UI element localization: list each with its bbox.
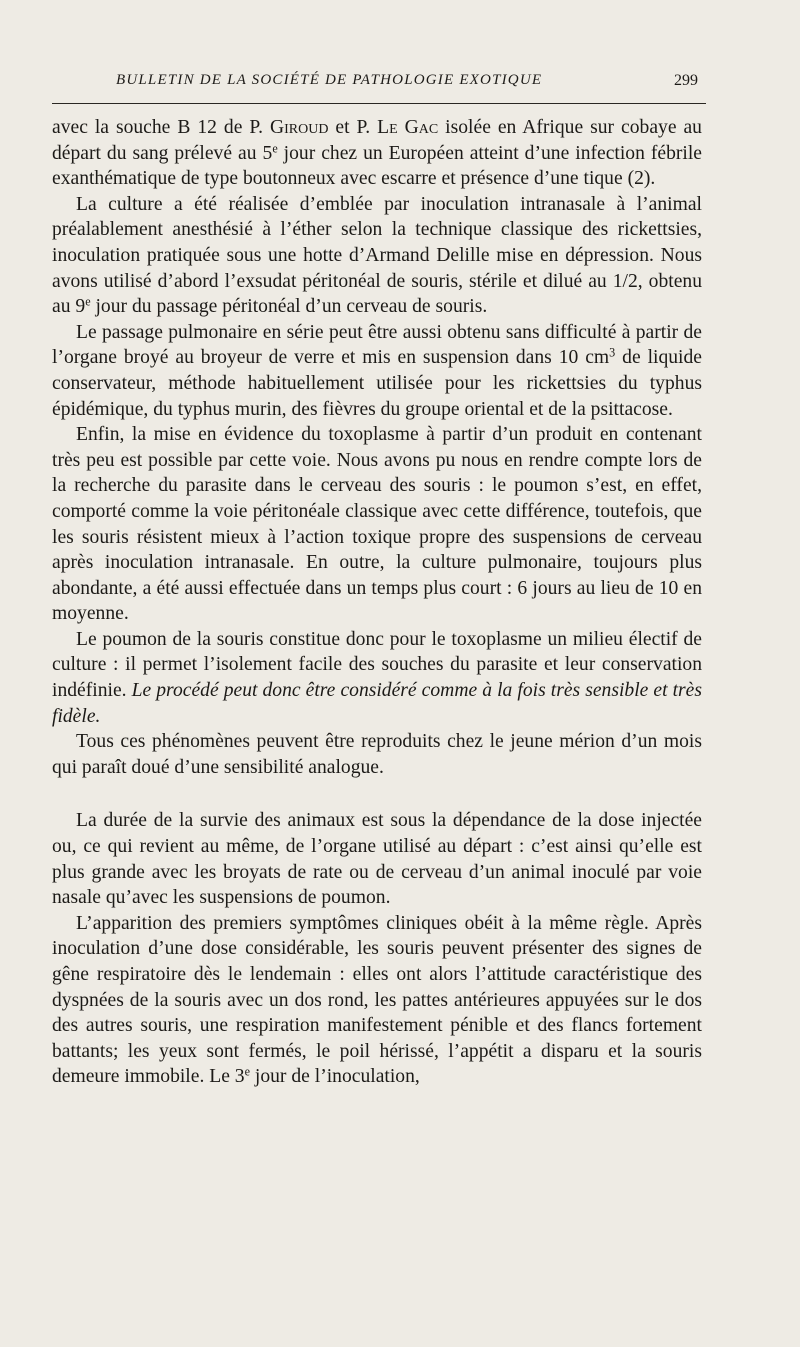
paragraph-7: La durée de la survie des animaux est sous la dépendance de la dose injectée ou, ce qui revient au même, de l’organe utilisé au départ : c’est ainsi qu’elle est plus grande avec les broyats de rate ou de cerveau d’un animal inoculé par voie nasale qu’avec les suspensions de poumon. [52, 810, 702, 909]
paragraph-5: Le poumon de la souris constitue donc pour le toxoplasme un milieu électif de culture : il permet l’isolement facile des souches du parasite et leur conservation indéfinie. Le procédé peut donc être considéré comme à la fois très sensible et très fidèle. [52, 628, 702, 727]
paragraph-4: Enfin, la mise en évidence du toxoplasme à partir d’un produit en contenant très peu est possible par cette voie. Nous avons pu nous en rendre compte lors de la recherche du parasite dans le cerveau des souris : le poumon s’est, en effet, comporté comme la voie péritonéale classique avec cette différence, toutefois, que les souris résistent mieux à l’action toxique propre des suspensions de cerveau après inoculation intranasale. En outre, la culture pulmonaire, toujours plus abondante, a été aussi effectuée dans un temps plus court : 6 jours au lieu de 10 en moyenne. [52, 424, 702, 625]
body-text [52, 115, 702, 1090]
running-header [52, 70, 704, 94]
italic-conclusion: Le procédé peut donc être considéré comme à la fois très sensible et très fidèle. [52, 680, 702, 727]
page-number: 299 [674, 72, 698, 89]
paragraph-8: L’apparition des premiers symptômes cliniques obéit à la même règle. Après inoculation d’une dose considérable, les souris peuvent présenter des signes de gêne respiratoire dès le lendemain : elles ont alors l’attitude caractéristique des dyspnées de la souris avec un dos rond, les pattes antérieures appuyées sur le dos des autres souris, une respiration manifestement pénible et des flancs fortement battants; les yeux sont fermés, le poil hérissé, l’appétit a disparu et la souris demeure immobile. Le 3e jour de l’inoculation, [52, 912, 702, 1088]
running-title: BULLETIN DE LA SOCIÉTÉ DE PATHOLOGIE EXOTIQUE [116, 72, 543, 88]
header-rule [52, 103, 706, 104]
paragraph-3: Le passage pulmonaire en série peut être aussi obtenu sans difficulté à partir de l’organe broyé au broyeur de verre et mis en suspension dans 10 $cm^3$ de liquide conservateur, méthode habituellement utilisée pour les rickettsies du typhus épidémique, du typhus murin, des fièvres du groupe oriental et de la psittacose. [52, 321, 702, 420]
author-le-gac: Le Gac [377, 117, 439, 138]
paragraph-6: Tous ces phénomènes peuvent être reproduits chez le jeune mérion d’un mois qui paraît doué d’une sensibilité analogue. [52, 731, 702, 778]
author-giroud: Giroud [269, 117, 329, 138]
paragraph-1: avec la souche B 12 de P. Giroud et P. Le Gac isolée en Afrique sur cobaye au départ du sang prélevé au 5e jour chez un Européen atteint d’une infection fébrile exanthématique de type boutonneux avec escarre et présence d’une tique (2). [52, 117, 702, 190]
paragraph-2: La culture a été réalisée d’emblée par inoculation intranasale à l’animal préalablement anesthésié à l’éther selon la technique classique des rickettsies, inoculation pratiquée sous une hotte d’Armand Delille mise en dépression. Nous avons utilisé d’abord l’exsudat péritonéal de souris, stérile et dilué au 1/2, obtenu au 9e jour du passage péritonéal d’un cerveau de souris. [52, 193, 702, 318]
